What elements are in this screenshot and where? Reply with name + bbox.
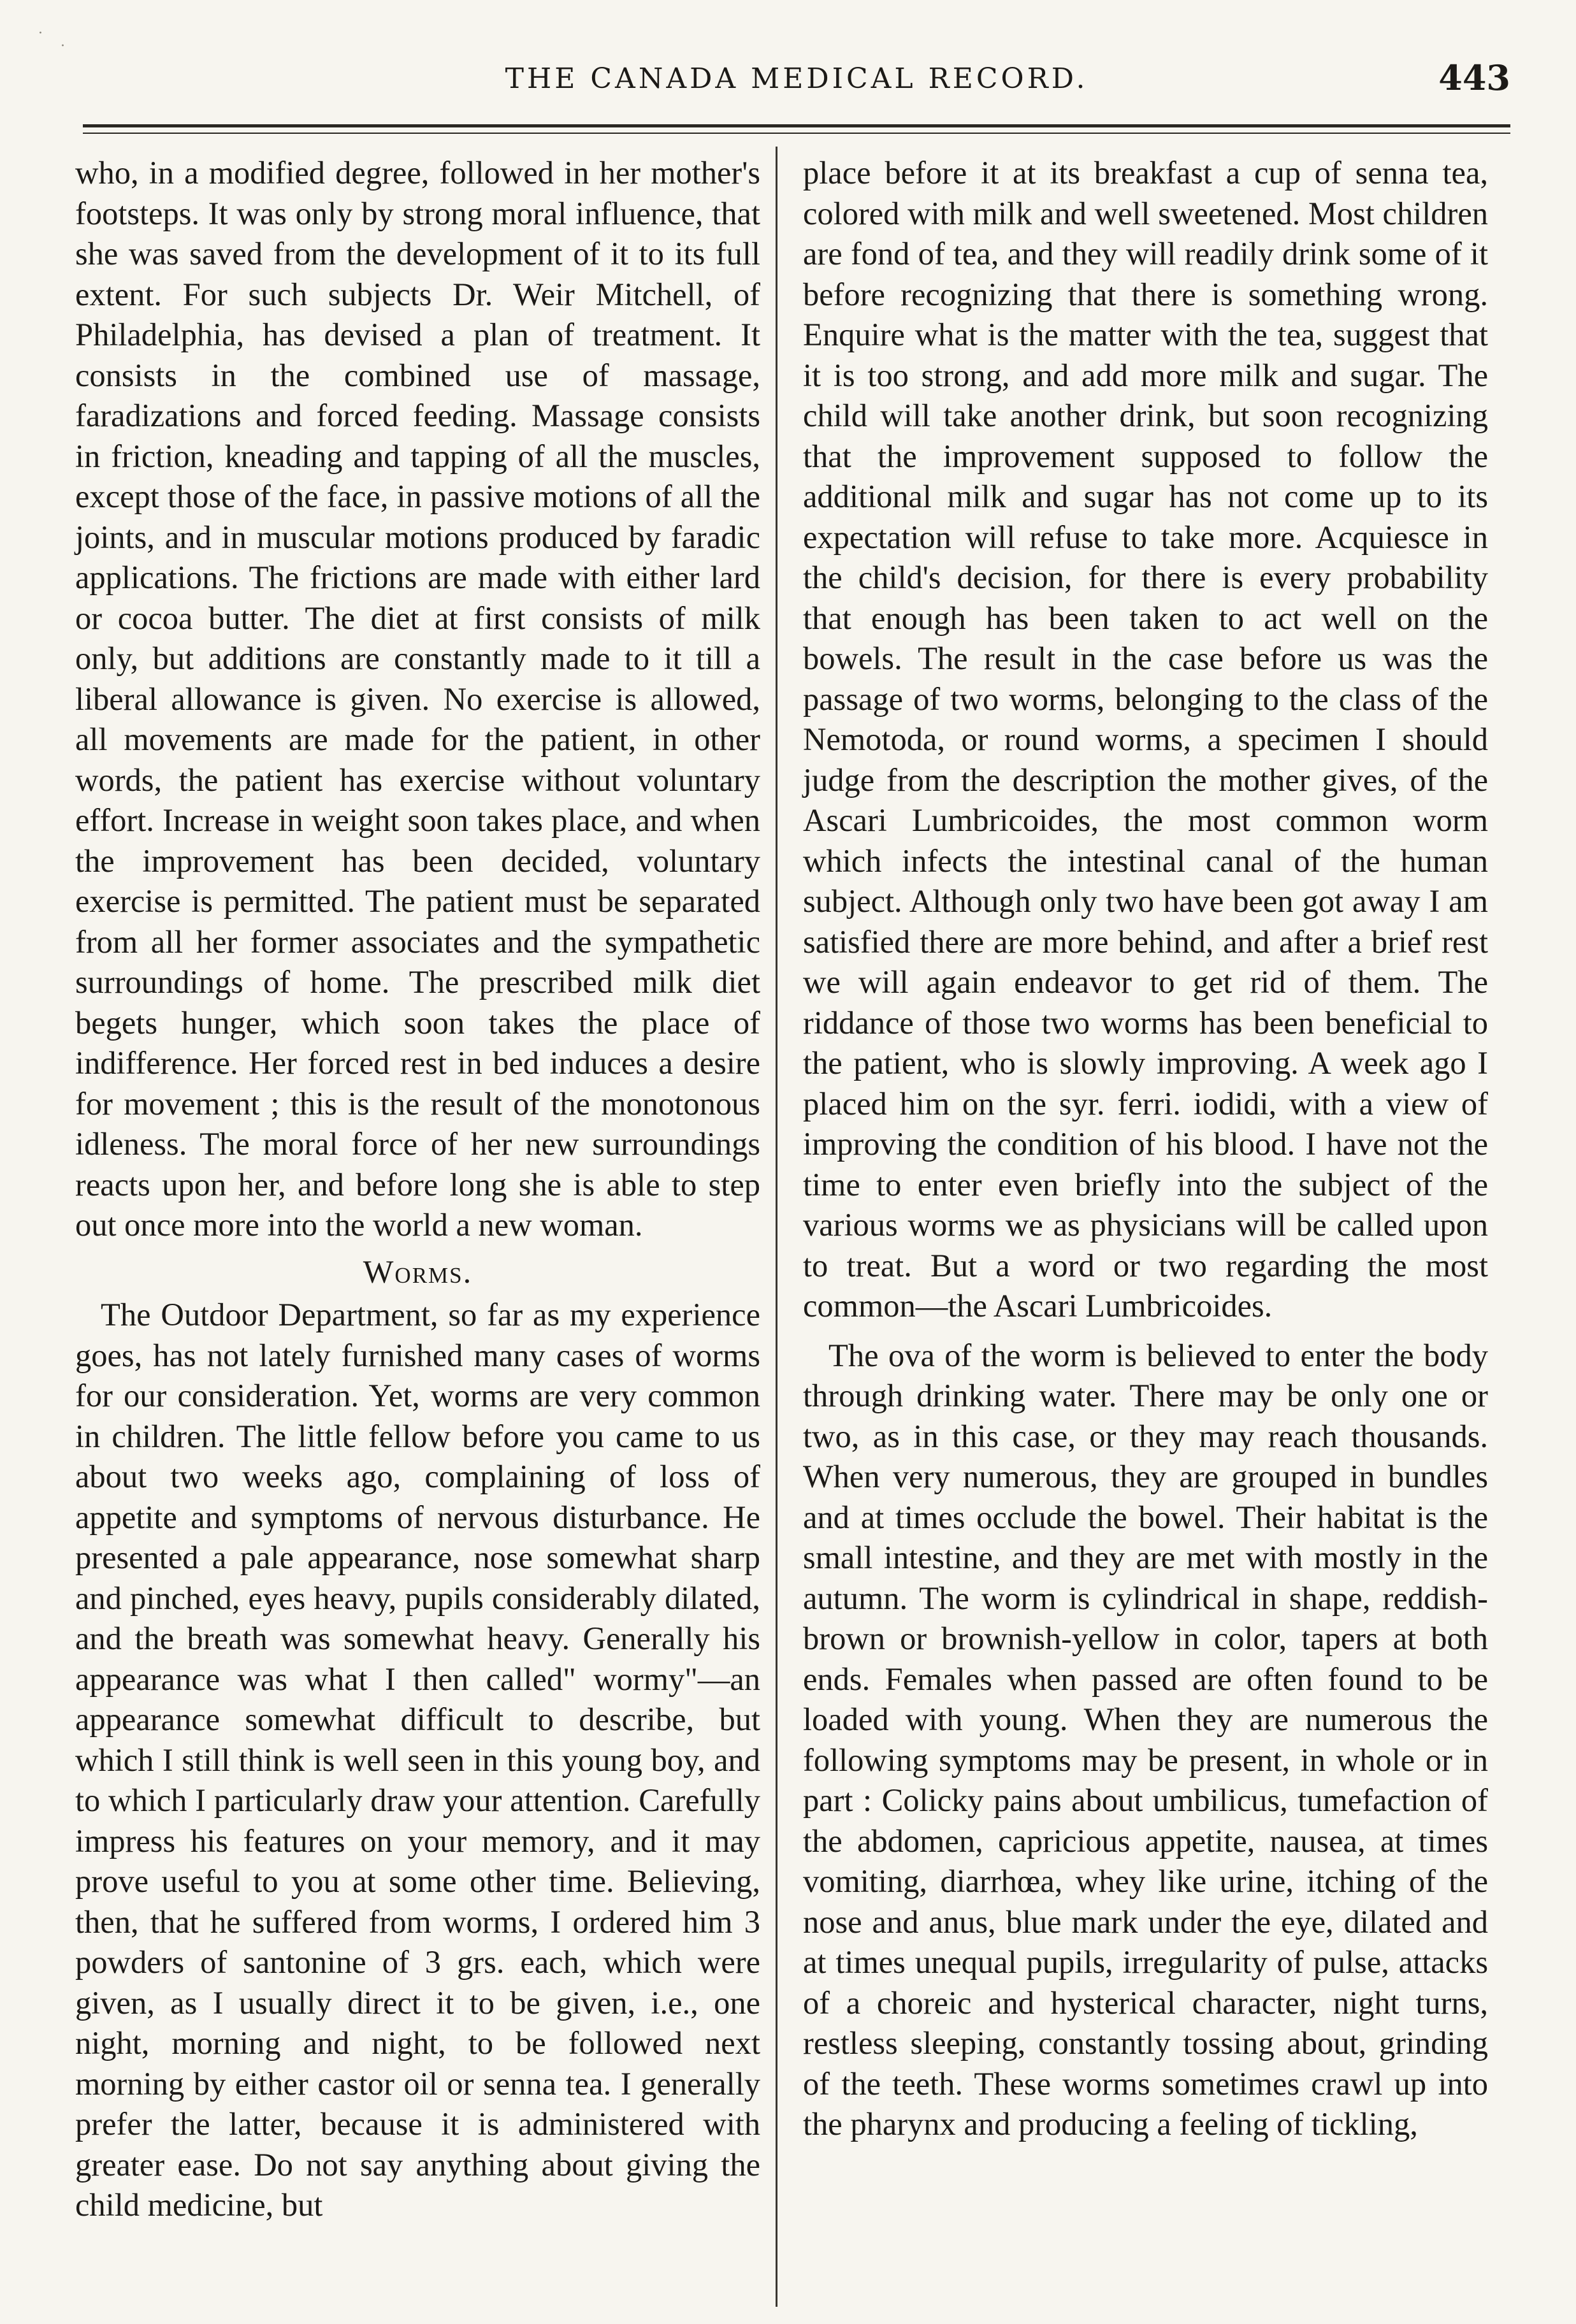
right-paragraph-senna: place before it at its breakfast a cup of senna tea, colored with milk and well sweetened. Most children are fond of tea, and they will readily drink some of it before recognizing that there is something wrong. Enquire what is the matter with the tea, suggest that it is too strong, and add more milk and sugar. The child will take another drink, but soon recognizing that the improvement supposed to follow the additional milk and sugar has not come up to its expectation will refuse to take more. Acquiesce in the child's decision, for there is every probability that enough has been taken to act well on the bowels. The result in the case before us was the passage of two worms, belonging to the class of the Nemotoda, or round worms, a specimen I should judge from the description the mother gives, of the Ascari Lumbricoides, the most common worm which infects the intestinal canal of the human subject. Although only two have been got away I am satisfied there are more behind, and after a brief rest we will again endeavor to get rid of them. The riddance of those two worms has been beneficial to the patient, who is slowly improving. A week ago I placed him on the syr. ferri. iodidi, with a view of improving the condition of his blood. I have not the time to enter even briefly into the subject of the various worms we as physicians will be called upon to treat. But a word or two regarding the most common—the Ascari Lumbricoides. [803,155,1488,1324]
left-column [75,153,760,2307]
left-paragraph-worms: The Outdoor Department, so far as my experience goes, has not lately furnished many cases of worms for our consideration. Yet, worms are very common in children. The little fellow before you came to us about two weeks ago, complaining of loss of appetite and symptoms of nervous disturbance. He presented a pale appearance, nose somewhat sharp and pinched, eyes heavy, pupils considerably dilated, and the breath was somewhat heavy. Generally his appearance was what I then called" wormy"—an appearance somewhat difficult to describe, but which I still think is well seen in this young boy, and to which I particularly draw your attention. Carefully impress his features on your memory, and it may prove useful to you at some other time. Believing, then, that he suffered from worms, I ordered him 3 powders of santonine of 3 grs. each, which were given, as I usually direct it to be given, i.e., one night, morning and night, to be followed next morning by either castor oil or senna tea. I generally prefer the latter, because it is administered with greater ease. Do not say anything about giving the child medicine, but [75,1297,760,2223]
section-heading-worms: Worms. [363,1253,473,1290]
journal-title: THE CANADA MEDICAL RECORD. [505,62,1088,95]
running-header [83,57,1510,115]
page-number: 443 [1438,57,1510,98]
column-divider [776,147,777,2307]
left-paragraph-continuation: who, in a modified degree, followed in her mother's footsteps. It was only by strong moral influence, that she was saved from the development of it to its full extent. For such subjects Dr. Weir Mitchell, of Philadelphia, has devised a plan of treatment. It consists in the combined use of massage, faradizations and forced feeding. Massage consists in friction, kneading and tapping of all the muscles, except those of the face, in passive motions of all the joints, and in muscular motions produced by faradic applications. The frictions are made with either lard or cocoa butter. The diet at first consists of milk only, but additions are constantly made to it till a liberal allowance is given. No exercise is allowed, all movements are made for the patient, in other words, the patient has exercise without voluntary effort. Increase in weight soon takes place, and when the improvement has been decided, voluntary exercise is permitted. The patient must be separated from all her former associates and the sympathetic surroundings of home. The prescribed milk diet begets hunger, which soon takes the place of indifference. Her forced rest in bed induces a desire for movement ; this is the result of the monotonous idleness. The moral force of her new surroundings reacts upon her, and before long she is able to step out once more into the world a new woman. [75,155,760,1243]
right-column [803,153,1488,2307]
header-rule-thin [83,133,1510,134]
print-speck: · [38,25,43,41]
print-speck: · [61,38,65,54]
right-paragraph-ova: The ova of the worm is believed to enter the body through drinking water. There may be only one or two, as in this case, or they may reach thousands. When very numerous, they are grouped in bundles and at times occlude the bowel. Their habitat is the small intestine, and they are met with mostly in the autumn. The worm is cylindrical in shape, reddish-brown or brownish-yellow in color, tapers at both ends. Females when passed are often found to be loaded with young. When they are numerous the following symptoms may be present, in whole or in part : Colicky pains about umbilicus, tumefaction of the abdomen, capricious appetite, nausea, at times vomiting, diarrhœa, whey like urine, itching of the nose and anus, blue mark under the eye, dilated and at times unequal pupils, irregularity of pulse, attacks of a choreic and hysterical character, night turns, restless sleeping, constantly tossing about, grinding of the teeth. These worms sometimes crawl up into the pharynx and producing a feeling of tickling, [803,1337,1488,2142]
header-rule-thick [83,124,1510,127]
